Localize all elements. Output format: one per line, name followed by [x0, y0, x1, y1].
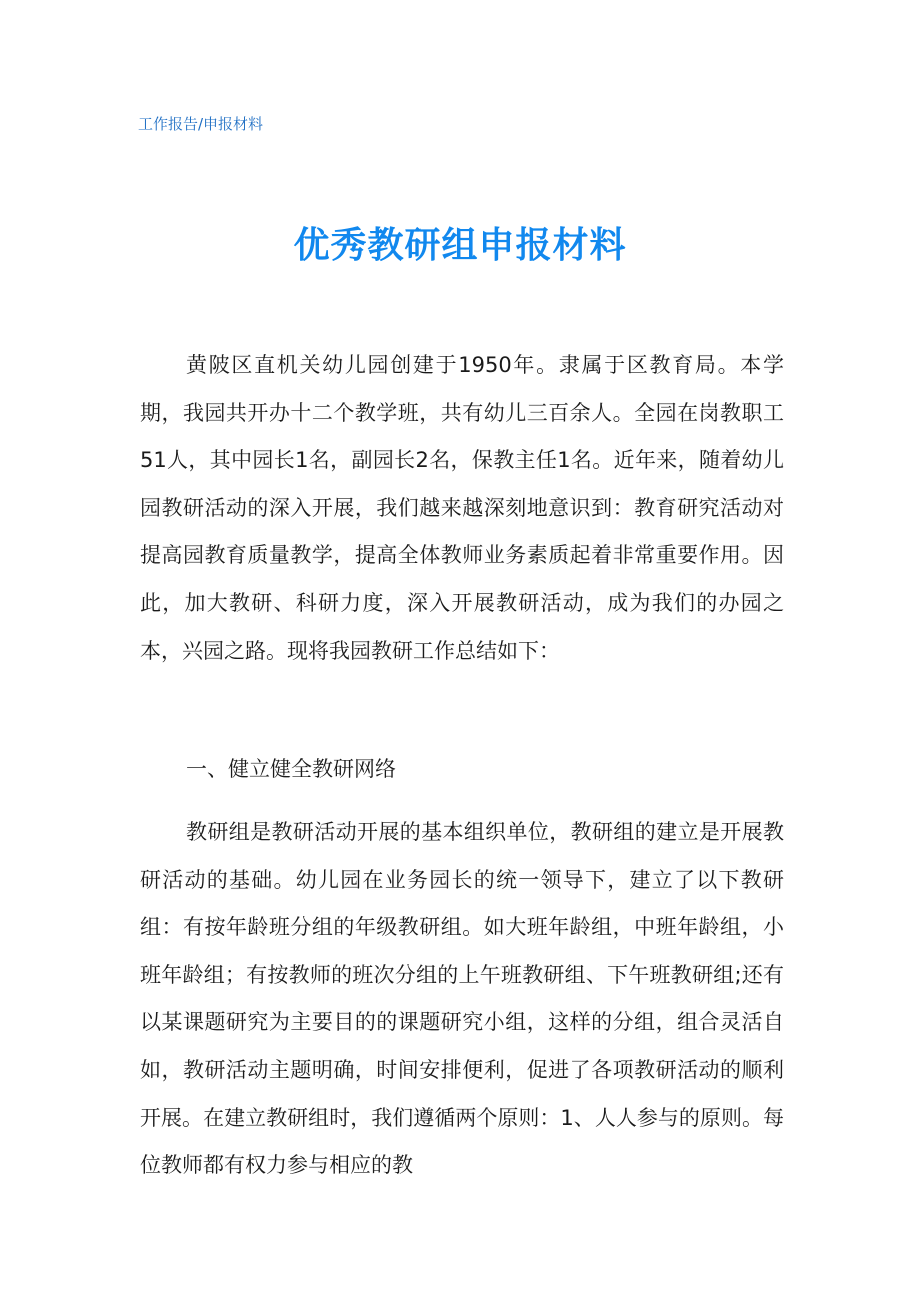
- section-heading: 一、健立健全教研网络: [186, 757, 396, 781]
- intro-paragraph: 黄陂区直机关幼儿园创建于1950年。隶属于区教育局。本学期，我园共开办十二个教学班，共有幼儿三百余人。全园在岗教职工51人，其中园长1名，副园长2名，保教主任1名。近年来，随着幼儿园教研活动的深入开展，我们越来越深刻地意识到：教育研究活动对提高园教育质量教学，提高全体教师业务素质起着非常重要作用。因此，加大教研、科研力度，深入开展教研活动，成为我们的办园之本，兴园之路。现将我园教研工作总结如下：: [140, 353, 784, 663]
- header-category-label: 工作报告/申报材料: [138, 115, 264, 133]
- document-title: 优秀教研组申报材料: [293, 225, 627, 266]
- section-paragraph: 教研组是教研活动开展的基本组织单位，教研组的建立是开展教研活动的基础。幼儿园在业务园长的统一领导下，建立了以下教研组：有按年龄班分组的年级教研组。如大班年龄组，中班年龄组，小班年龄组；有按教师的班次分组的上午班教研组、下午班教研组;还有以某课题研究为主要目的的课题研究小组，这样的分组，组合灵活自如，教研活动主题明确，时间安排便利，促进了各项教研活动的顺利开展。在建立教研组时，我们遵循两个原则：1、人人参与的原则。每位教师都有权力参与相应的教: [140, 820, 784, 1178]
